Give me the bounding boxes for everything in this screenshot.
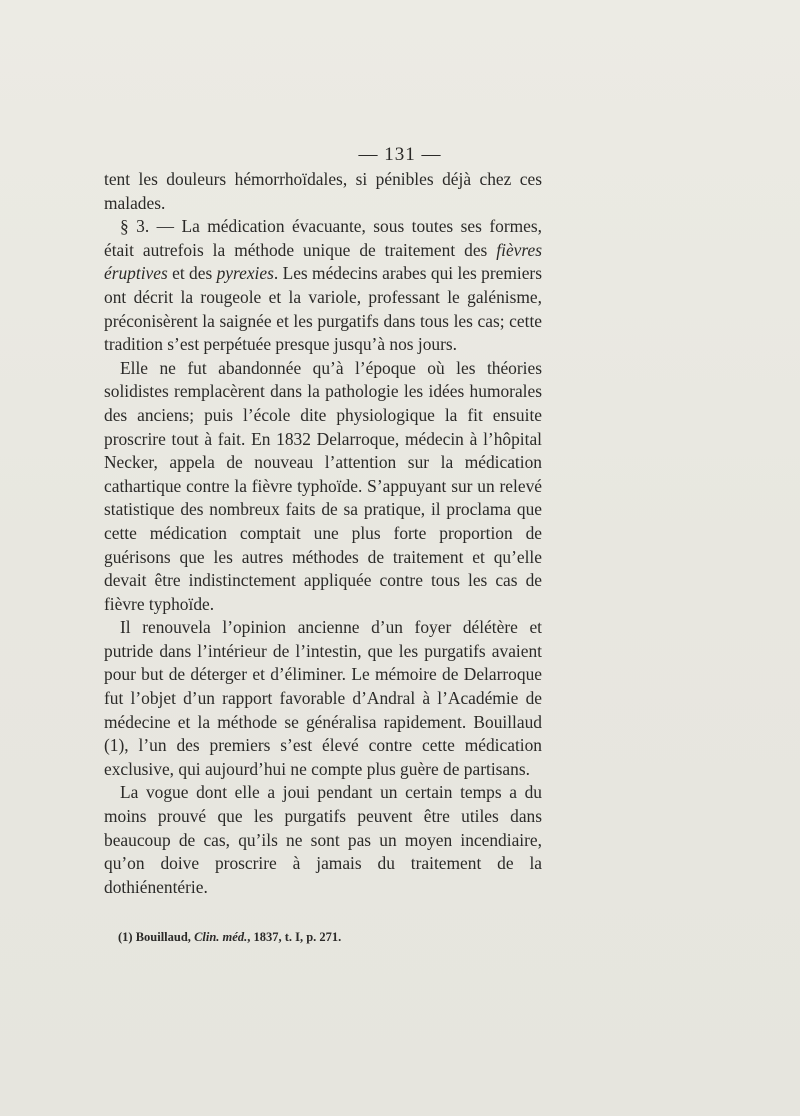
- footnote-text: , 1837, t. I, p. 271.: [247, 930, 342, 944]
- text-run: et des: [167, 263, 217, 284]
- italic-term: fièvres éruptives: [104, 239, 542, 284]
- italic-term: pyrexies: [216, 263, 274, 284]
- text-run: Elle ne fut abandonnée qu’à l’époque où les théories solidistes remplacèrent dans la pathologie les idées humorales des anciens; puis l’école dite physiologique la fit ensuite proscrire tout à fait. En 1832 Delarroque, médecin à l’hôpital Necker, appela de nouveau l’attention sur la médication cathartique contre la fièvre typhoïde. S’appuyant sur un relevé statistique des nombreux faits de sa pratique, il proclama que cette médication comptait une plus forte proportion de guérisons que les autres méthodes de traitement et qu’elle devait être indistinctement appliquée contre tous les cas de fièvre typhoïde.: [104, 357, 542, 614]
- page-number: — 131 —: [358, 144, 442, 165]
- text-run: Il renouvela l’opinion ancienne d’un foyer délétère et putride dans l’intérieur de l’intestin, que les purgatifs avaient pour but de déterger et d’éliminer. Le mémoire de Delarroque fut l’objet d’un rapport favorable d’Andral à l’Académie de médecine et la méthode se généralisa rapidement. Bouillaud (1), l’un des premiers s’est élevé contre cette médication exclusive, qui aujourd’hui ne compte plus guère de partisans.: [104, 617, 542, 779]
- paragraph: [104, 616, 542, 781]
- text-run: . Les médecins arabes qui les premiers ont décrit la rougeole et la variole, professant le galénisme, préconisèrent la saignée et les purgatifs dans tous les cas; cette tradition s’est perpétuée presque jusqu’à nos jours.: [104, 263, 542, 355]
- text-run: tent les douleurs hémorrhoïdales, si pénibles déjà chez ces malades.: [104, 169, 542, 213]
- paragraph: [104, 781, 542, 899]
- paragraph: [104, 357, 542, 617]
- body-text: [104, 168, 542, 899]
- paragraph: [104, 168, 542, 215]
- footnote-text: (1) Bouillaud,: [118, 930, 195, 944]
- footnote: [118, 930, 538, 945]
- paragraph: [104, 215, 542, 357]
- footnote-citation: Clin. méd.: [194, 930, 248, 944]
- text-run: § 3. — La médication évacuante, sous toutes ses formes, était autrefois la méthode unique de traitement des: [104, 216, 542, 260]
- text-run: La vogue dont elle a joui pendant un certain temps a du moins prouvé que les purgatifs peuvent être utiles dans beaucoup de cas, qu’ils ne sont pas un moyen incendiaire, qu’on doive proscrire à jamais du traitement de la dothiénentérie.: [104, 782, 542, 897]
